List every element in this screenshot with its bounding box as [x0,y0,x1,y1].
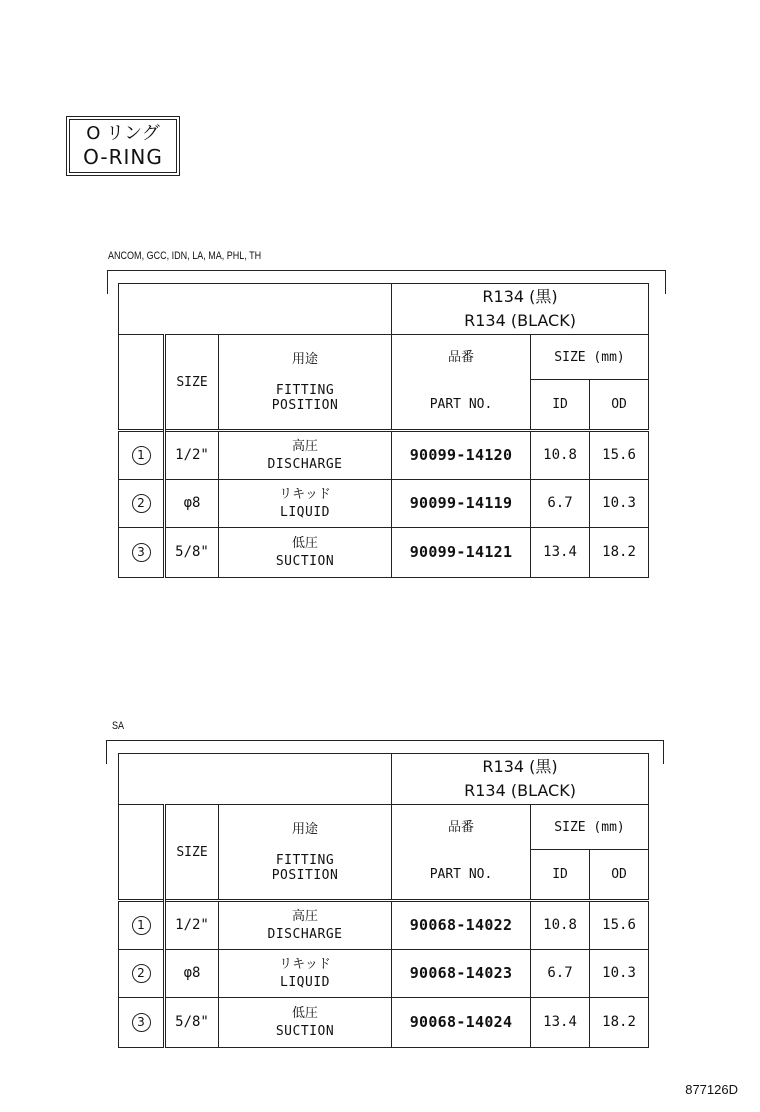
row-number: 3 [132,543,151,562]
table-row [119,950,649,998]
od-header: OD [590,380,649,431]
size-mm-header: SIZE (mm) [531,805,649,850]
row-id: 10.8 [531,431,590,480]
row-id: 10.8 [531,901,590,950]
row-size: φ8 [165,480,219,528]
fitting-header-en-2: POSITION [271,868,339,883]
row-fitting-jp: 高圧 [292,438,319,454]
row-fitting-en: LIQUID [280,504,330,520]
row-id: 13.4 [531,528,590,578]
row-id: 6.7 [531,950,590,998]
fitting-header [219,335,392,431]
row-id: 13.4 [531,998,590,1048]
spec-table-2 [118,753,649,1048]
title-en: O-RING [83,145,163,169]
id-header: ID [531,850,590,901]
refrigerant-header [392,284,649,335]
region-label-2: SA [112,720,125,732]
row-number: 3 [132,1013,151,1032]
fitting-header-en-2: POSITION [271,398,339,413]
row-fitting-en: SUCTION [275,553,335,569]
table-row [119,528,649,578]
row-number: 1 [132,446,151,465]
title-jp: O リング [86,123,160,144]
refrigerant-jp: R134 (黒) [482,287,558,306]
title-box [66,116,180,176]
row-fitting-jp: リキッド [279,956,331,972]
region-label-1: ANCOM, GCC, IDN, LA, MA, PHL, TH [108,250,262,262]
row-fitting [219,480,392,528]
part-header-jp: 品番 [392,805,531,850]
table-row [119,998,649,1048]
refrigerant-en: R134 (BLACK) [464,311,576,330]
row-fitting [219,431,392,480]
row-fitting-en: SUCTION [275,1023,335,1039]
table-row [119,480,649,528]
header-blank [119,754,392,805]
row-part-no: 90068-14022 [392,901,531,950]
row-od: 10.3 [590,480,649,528]
row-fitting [219,998,392,1048]
size-header: SIZE [165,805,219,901]
no-header [119,335,165,431]
row-od: 15.6 [590,431,649,480]
row-fitting-en: LIQUID [280,974,330,990]
row-fitting-jp: 低圧 [292,535,319,551]
row-part-no: 90099-14121 [392,528,531,578]
row-size: 1/2" [165,431,219,480]
row-number: 2 [132,964,151,983]
row-number: 2 [132,494,151,513]
refrigerant-jp: R134 (黒) [482,757,558,776]
drawing-code: 877126D [685,1082,738,1097]
row-id: 6.7 [531,480,590,528]
row-part-no: 90068-14023 [392,950,531,998]
id-header: ID [531,380,590,431]
row-size: 5/8" [165,528,219,578]
part-header-jp: 品番 [392,335,531,380]
row-fitting-jp: 低圧 [292,1005,319,1021]
row-fitting [219,901,392,950]
size-header: SIZE [165,335,219,431]
row-number: 1 [132,916,151,935]
refrigerant-header [392,754,649,805]
row-od: 18.2 [590,528,649,578]
row-fitting-en: DISCHARGE [267,926,343,942]
row-size: φ8 [165,950,219,998]
row-part-no: 90099-14120 [392,431,531,480]
part-header-en: PART NO. [392,380,531,431]
row-od: 15.6 [590,901,649,950]
fitting-header [219,805,392,901]
row-size: 5/8" [165,998,219,1048]
fitting-header-jp: 用途 [292,352,319,367]
row-size: 1/2" [165,901,219,950]
row-fitting [219,528,392,578]
row-fitting [219,950,392,998]
fitting-header-en-1: FITTING [275,383,335,398]
row-od: 18.2 [590,998,649,1048]
row-fitting-en: DISCHARGE [267,456,343,472]
table-row [119,901,649,950]
row-part-no: 90099-14119 [392,480,531,528]
no-header [119,805,165,901]
row-part-no: 90068-14024 [392,998,531,1048]
refrigerant-en: R134 (BLACK) [464,781,576,800]
row-fitting-jp: リキッド [279,486,331,502]
fitting-header-en-1: FITTING [275,853,335,868]
row-od: 10.3 [590,950,649,998]
spec-table-1 [118,283,649,578]
od-header: OD [590,850,649,901]
title-box-inner [69,119,177,173]
header-blank [119,284,392,335]
row-fitting-jp: 高圧 [292,908,319,924]
size-mm-header: SIZE (mm) [531,335,649,380]
table-row [119,431,649,480]
fitting-header-jp: 用途 [292,822,319,837]
part-header-en: PART NO. [392,850,531,901]
